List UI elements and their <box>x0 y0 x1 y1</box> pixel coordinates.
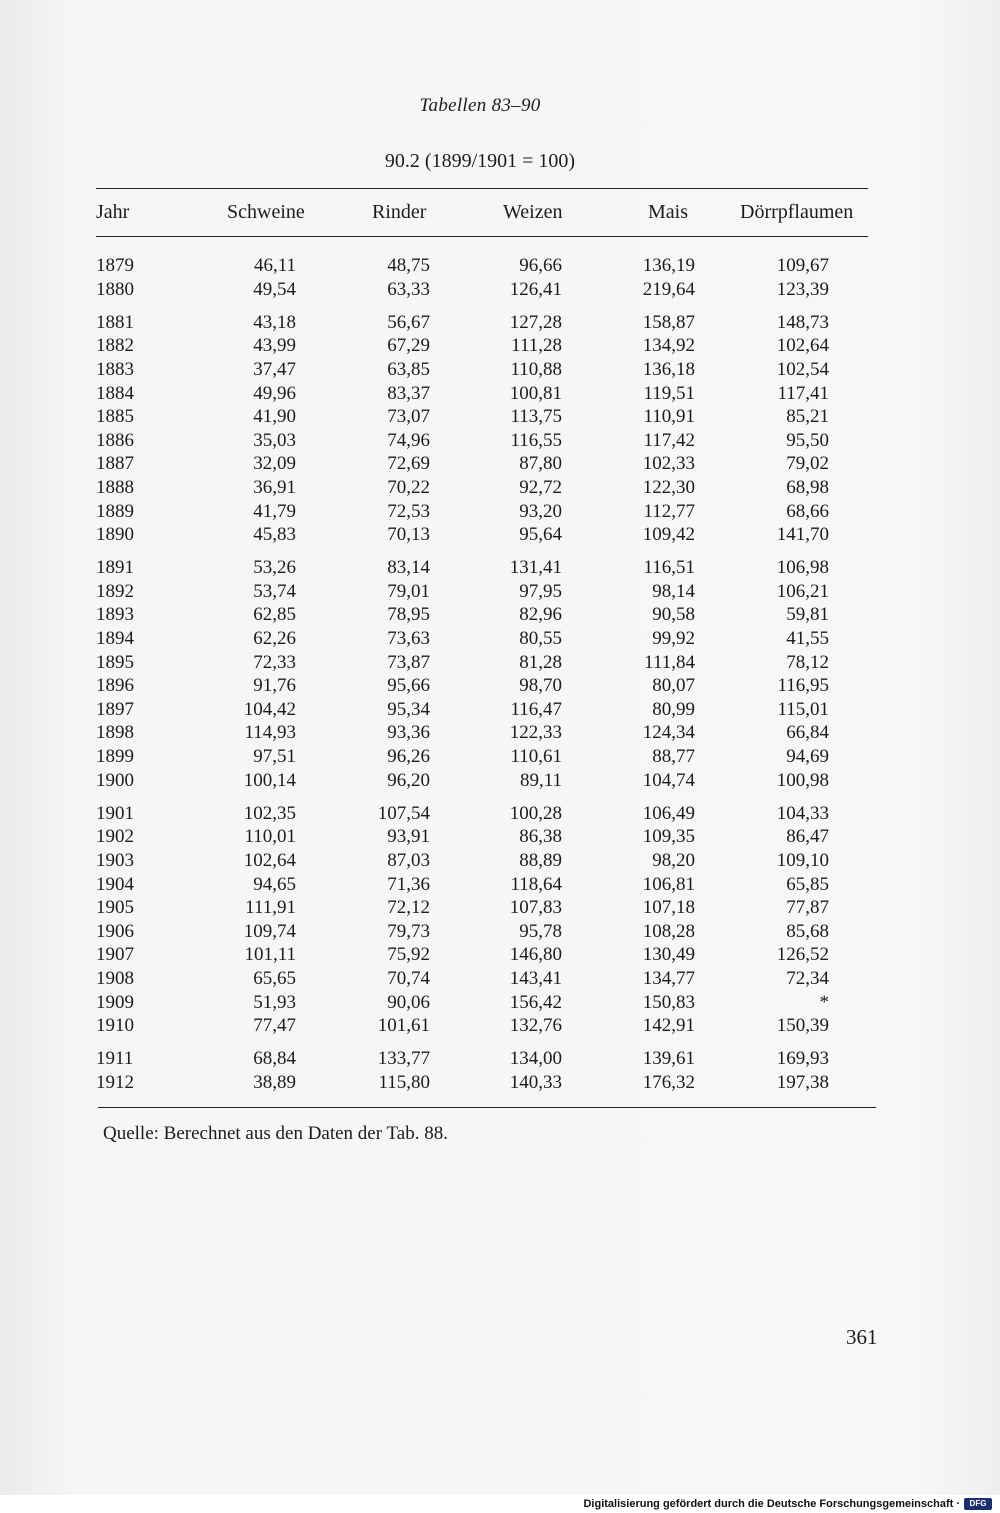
row-year: 1890 <box>96 524 134 546</box>
cell-doerrpflaumen: 94,69 <box>786 746 829 767</box>
cell-mais: 130,49 <box>642 944 695 966</box>
cell-schweine: 111,91 <box>245 897 296 919</box>
cell-mais: 119,51 <box>643 382 695 404</box>
cell-schweine: 94,65 <box>253 873 296 895</box>
row-year: 1906 <box>96 920 134 942</box>
cell-mais: 99,92 <box>652 628 695 649</box>
cell-doerrpflaumen: 106,21 <box>776 580 829 602</box>
cell-rinder: 93,36 <box>387 722 430 744</box>
cell-schweine: 102,64 <box>243 849 296 871</box>
cell-doerrpflaumen: 95,50 <box>786 429 829 451</box>
cell-weizen: 156,42 <box>509 991 562 1013</box>
row-year: 1896 <box>96 675 134 697</box>
cell-schweine: 41,79 <box>253 500 296 522</box>
row-year: 1895 <box>96 651 134 673</box>
cell-doerrpflaumen: 116,95 <box>777 675 829 697</box>
cell-doerrpflaumen: 68,98 <box>786 476 829 498</box>
table-bottom-rule <box>98 1107 876 1108</box>
row-year: 1912 <box>96 1071 134 1093</box>
cell-doerrpflaumen: 66,84 <box>786 722 829 744</box>
cell-mais: 110,91 <box>643 406 695 428</box>
cell-doerrpflaumen: 100,98 <box>776 769 829 791</box>
cell-mais: 107,18 <box>642 897 695 919</box>
row-year: 1911 <box>96 1048 134 1070</box>
cell-rinder: 70,22 <box>387 476 430 498</box>
row-year: 1882 <box>96 335 134 357</box>
cell-weizen: 126,41 <box>509 278 562 300</box>
cell-mais: 134,77 <box>642 967 695 989</box>
column-header-doerrpflaumen: Dörrpflaumen <box>740 201 854 223</box>
row-year: 1891 <box>96 557 134 579</box>
cell-schweine: 38,89 <box>253 1071 296 1093</box>
cell-rinder: 72,69 <box>387 453 430 475</box>
cell-mais: 106,49 <box>642 802 695 824</box>
page-number: 361 <box>846 1325 878 1349</box>
cell-rinder: 75,92 <box>387 944 430 966</box>
cell-mais: 109,42 <box>642 524 695 546</box>
cell-doerrpflaumen: 85,68 <box>786 920 829 942</box>
cell-schweine: 45,83 <box>253 524 296 546</box>
row-year: 1889 <box>96 500 134 522</box>
cell-weizen: 110,88 <box>510 358 562 380</box>
cell-doerrpflaumen: 102,64 <box>776 335 829 357</box>
cell-mais: 176,32 <box>642 1071 695 1093</box>
cell-weizen: 111,28 <box>511 335 562 357</box>
cell-doerrpflaumen: 85,21 <box>786 406 829 428</box>
cell-weizen: 140,33 <box>509 1071 562 1093</box>
cell-rinder: 63,85 <box>387 358 430 380</box>
cell-doerrpflaumen: 109,67 <box>776 255 829 276</box>
column-header-weizen: Weizen <box>503 201 563 223</box>
cell-doerrpflaumen: 41,55 <box>786 628 829 649</box>
cell-weizen: 132,76 <box>509 1015 562 1037</box>
cell-rinder: 48,75 <box>387 255 430 276</box>
cell-weizen: 96,66 <box>519 255 562 276</box>
cell-weizen: 143,41 <box>509 967 562 989</box>
cell-schweine: 102,35 <box>243 802 296 824</box>
cell-rinder: 70,13 <box>387 524 430 546</box>
row-year: 1894 <box>96 628 134 649</box>
row-year: 1899 <box>96 746 134 767</box>
cell-weizen: 97,95 <box>519 580 562 602</box>
table-source-note: Quelle: Berechnet aus den Daten der Tab. 88. <box>103 1123 448 1144</box>
cell-rinder: 95,66 <box>387 675 430 697</box>
cell-rinder: 63,33 <box>387 278 430 300</box>
cell-weizen: 87,80 <box>519 453 562 475</box>
cell-weizen: 80,55 <box>519 628 562 649</box>
cell-rinder: 70,74 <box>387 967 430 989</box>
row-year: 1904 <box>96 873 134 895</box>
cell-schweine: 41,90 <box>253 406 296 428</box>
cell-rinder: 72,12 <box>387 897 430 919</box>
cell-schweine: 77,47 <box>253 1015 296 1037</box>
cell-weizen: 116,55 <box>510 429 562 451</box>
cell-doerrpflaumen: 104,33 <box>776 802 829 824</box>
cell-mais: 80,99 <box>652 698 695 720</box>
cell-schweine: 53,74 <box>253 580 296 602</box>
row-year: 1881 <box>96 311 134 333</box>
cell-schweine: 104,42 <box>243 698 296 720</box>
cell-weizen: 134,00 <box>509 1048 562 1070</box>
cell-schweine: 68,84 <box>253 1048 296 1070</box>
column-header-schweine: Schweine <box>227 201 305 223</box>
cell-weizen: 116,47 <box>510 698 562 720</box>
cell-rinder: 72,53 <box>387 500 430 522</box>
cell-rinder: 96,20 <box>387 769 430 791</box>
cell-weizen: 131,41 <box>509 557 562 579</box>
row-year: 1907 <box>96 944 134 966</box>
cell-doerrpflaumen: 86,47 <box>786 826 829 848</box>
cell-weizen: 107,83 <box>509 897 562 919</box>
cell-doerrpflaumen: 72,34 <box>786 967 829 989</box>
cell-rinder: 56,67 <box>387 311 430 333</box>
cell-doerrpflaumen: 65,85 <box>786 873 829 895</box>
cell-schweine: 97,51 <box>253 746 296 767</box>
cell-weizen: 146,80 <box>509 944 562 966</box>
cell-weizen: 95,64 <box>519 524 562 546</box>
cell-rinder: 73,87 <box>387 651 430 673</box>
cell-weizen: 100,81 <box>509 382 562 404</box>
cell-weizen: 92,72 <box>519 476 562 498</box>
cell-rinder: 87,03 <box>387 849 430 871</box>
cell-doerrpflaumen: 106,98 <box>776 557 829 579</box>
digitization-footer <box>0 1495 1000 1513</box>
cell-weizen: 81,28 <box>519 651 562 673</box>
row-year: 1897 <box>96 698 134 720</box>
column-header-rinder: Rinder <box>372 201 427 223</box>
cell-mais: 124,34 <box>642 722 695 744</box>
row-year: 1903 <box>96 849 134 871</box>
cell-mais: 117,42 <box>643 429 695 451</box>
cell-weizen: 118,64 <box>510 873 562 895</box>
row-year: 1887 <box>96 453 134 475</box>
cell-mais: 112,77 <box>643 500 695 522</box>
cell-rinder: 133,77 <box>377 1048 430 1070</box>
cell-weizen: 110,61 <box>510 746 562 767</box>
cell-schweine: 62,85 <box>253 604 296 626</box>
cell-rinder: 96,26 <box>387 746 430 767</box>
cell-doerrpflaumen: 123,39 <box>776 278 829 300</box>
cell-mais: 98,14 <box>652 580 695 602</box>
cell-mais: 80,07 <box>652 675 695 697</box>
cell-schweine: 101,11 <box>244 944 296 966</box>
cell-schweine: 72,33 <box>253 651 296 673</box>
dfg-logo: DFG <box>964 1498 992 1510</box>
cell-schweine: 91,76 <box>253 675 296 697</box>
cell-doerrpflaumen: * <box>819 991 829 1013</box>
row-year: 1884 <box>96 382 134 404</box>
cell-weizen: 82,96 <box>519 604 562 626</box>
cell-weizen: 122,33 <box>509 722 562 744</box>
row-year: 1893 <box>96 604 134 626</box>
cell-mais: 102,33 <box>642 453 695 475</box>
cell-mais: 98,20 <box>652 849 695 871</box>
cell-doerrpflaumen: 148,73 <box>776 311 829 333</box>
row-year: 1888 <box>96 476 134 498</box>
table-subtitle: 90.2 (1899/1901 = 100) <box>384 150 576 172</box>
row-year: 1908 <box>96 967 134 989</box>
cell-schweine: 35,03 <box>253 429 296 451</box>
row-year: 1910 <box>96 1015 134 1037</box>
cell-schweine: 51,93 <box>253 991 296 1013</box>
cell-mais: 116,51 <box>643 557 695 579</box>
cell-doerrpflaumen: 117,41 <box>777 382 829 404</box>
row-year: 1883 <box>96 358 134 380</box>
funding-credit: Digitalisierung gefördert durch die Deutsche Forschungsgemeinschaft · <box>583 1498 960 1510</box>
cell-rinder: 101,61 <box>377 1015 430 1037</box>
cell-doerrpflaumen: 78,12 <box>786 651 829 673</box>
cell-doerrpflaumen: 59,81 <box>786 604 829 626</box>
cell-mais: 90,58 <box>652 604 695 626</box>
cell-rinder: 83,14 <box>387 557 430 579</box>
cell-doerrpflaumen: 79,02 <box>786 453 829 475</box>
cell-weizen: 113,75 <box>510 406 562 428</box>
cell-weizen: 89,11 <box>519 769 562 791</box>
running-title: Tabellen 83–90 <box>419 95 541 116</box>
cell-doerrpflaumen: 197,38 <box>776 1071 829 1093</box>
cell-mais: 158,87 <box>642 311 695 333</box>
cell-doerrpflaumen: 115,01 <box>777 698 829 720</box>
row-year: 1905 <box>96 897 134 919</box>
row-year: 1901 <box>96 802 134 824</box>
cell-doerrpflaumen: 150,39 <box>776 1015 829 1037</box>
cell-schweine: 49,54 <box>253 278 296 300</box>
cell-mais: 136,19 <box>642 255 695 276</box>
cell-mais: 111,84 <box>644 651 695 673</box>
cell-rinder: 78,95 <box>387 604 430 626</box>
cell-schweine: 109,74 <box>243 920 296 942</box>
cell-mais: 106,81 <box>642 873 695 895</box>
cell-doerrpflaumen: 169,93 <box>776 1048 829 1070</box>
cell-rinder: 90,06 <box>387 991 430 1013</box>
cell-rinder: 95,34 <box>387 698 430 720</box>
row-year: 1880 <box>96 278 134 300</box>
cell-schweine: 62,26 <box>253 628 296 649</box>
row-year: 1886 <box>96 429 134 451</box>
cell-schweine: 65,65 <box>253 967 296 989</box>
row-year: 1879 <box>96 255 134 276</box>
cell-weizen: 127,28 <box>509 311 562 333</box>
row-year: 1902 <box>96 826 134 848</box>
cell-doerrpflaumen: 77,87 <box>786 897 829 919</box>
cell-doerrpflaumen: 102,54 <box>776 358 829 380</box>
cell-rinder: 115,80 <box>378 1071 430 1093</box>
row-year: 1898 <box>96 722 134 744</box>
cell-schweine: 110,01 <box>244 826 296 848</box>
cell-mais: 134,92 <box>642 335 695 357</box>
cell-rinder: 83,37 <box>387 382 430 404</box>
cell-schweine: 43,18 <box>253 311 296 333</box>
cell-rinder: 93,91 <box>387 826 430 848</box>
cell-mais: 109,35 <box>642 826 695 848</box>
cell-weizen: 93,20 <box>519 500 562 522</box>
cell-schweine: 100,14 <box>243 769 296 791</box>
cell-doerrpflaumen: 126,52 <box>776 944 829 966</box>
cell-rinder: 73,07 <box>387 406 430 428</box>
column-header-jahr: Jahr <box>96 201 130 223</box>
cell-weizen: 98,70 <box>519 675 562 697</box>
cell-doerrpflaumen: 109,10 <box>776 849 829 871</box>
cell-rinder: 67,29 <box>387 335 430 357</box>
cell-weizen: 86,38 <box>519 826 562 848</box>
row-year: 1885 <box>96 406 134 428</box>
cell-mais: 122,30 <box>642 476 695 498</box>
cell-weizen: 95,78 <box>519 920 562 942</box>
cell-mais: 139,61 <box>642 1048 695 1070</box>
cell-schweine: 46,11 <box>253 255 296 276</box>
cell-schweine: 36,91 <box>253 476 296 498</box>
cell-schweine: 32,09 <box>253 453 296 475</box>
row-year: 1900 <box>96 769 134 791</box>
cell-rinder: 73,63 <box>387 628 430 649</box>
row-year: 1892 <box>96 580 134 602</box>
cell-doerrpflaumen: 141,70 <box>776 524 829 546</box>
cell-rinder: 74,96 <box>387 429 430 451</box>
cell-rinder: 79,01 <box>387 580 430 602</box>
cell-mais: 136,18 <box>642 358 695 380</box>
cell-mais: 108,28 <box>642 920 695 942</box>
cell-schweine: 53,26 <box>253 557 296 579</box>
cell-schweine: 49,96 <box>253 382 296 404</box>
cell-schweine: 114,93 <box>244 722 296 744</box>
cell-schweine: 37,47 <box>253 358 296 380</box>
cell-mais: 142,91 <box>642 1015 695 1037</box>
column-header-mais: Mais <box>648 201 688 223</box>
cell-weizen: 100,28 <box>509 802 562 824</box>
cell-rinder: 107,54 <box>377 802 430 824</box>
row-year: 1909 <box>96 991 134 1013</box>
cell-mais: 104,74 <box>642 769 695 791</box>
cell-mais: 219,64 <box>642 278 695 300</box>
cell-schweine: 43,99 <box>253 335 296 357</box>
cell-mais: 150,83 <box>642 991 695 1013</box>
cell-mais: 88,77 <box>652 746 695 767</box>
cell-rinder: 79,73 <box>387 920 430 942</box>
cell-weizen: 88,89 <box>519 849 562 871</box>
cell-rinder: 71,36 <box>387 873 430 895</box>
cell-doerrpflaumen: 68,66 <box>786 500 829 522</box>
